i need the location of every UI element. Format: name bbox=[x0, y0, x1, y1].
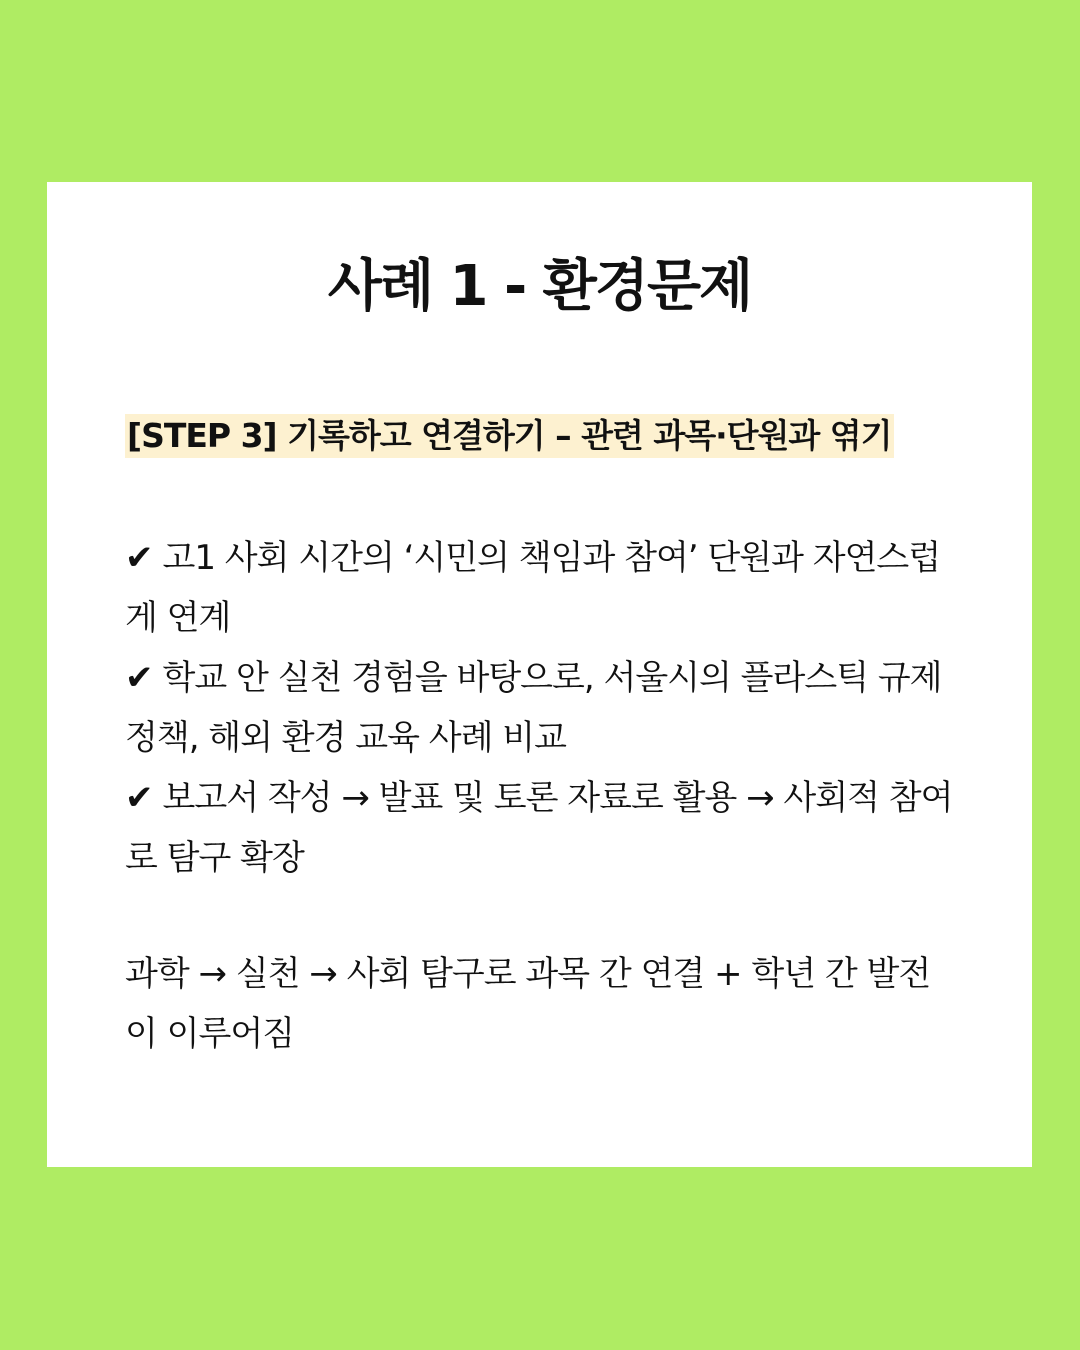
list-item bbox=[125, 648, 960, 768]
bullet-text: 고1 사회 시간의 ‘시민의 책임과 참여’ 단원과 자연스럽게 연계 bbox=[125, 538, 941, 638]
list-item bbox=[125, 528, 960, 648]
page-title: 사례 1 - 환경문제 bbox=[327, 254, 752, 319]
check-icon: ✔ bbox=[125, 538, 153, 578]
content-card bbox=[47, 182, 1032, 1167]
bullet-text: 보고서 작성 → 발표 및 토론 자료로 활용 → 사회적 참여로 탐구 확장 bbox=[125, 778, 953, 878]
check-icon: ✔ bbox=[125, 658, 153, 698]
check-icon: ✔ bbox=[125, 778, 153, 818]
summary-text: 과학 → 실천 → 사회 탐구로 과목 간 연결 + 학년 간 발전이 이루어짐 bbox=[125, 954, 931, 1054]
list-item bbox=[125, 768, 960, 888]
bullet-text: 학교 안 실천 경험을 바탕으로, 서울시의 플라스틱 규제 정책, 해외 환경 교육 사례 비교 bbox=[125, 658, 942, 758]
bullet-list bbox=[125, 528, 960, 888]
step-heading-highlight: [STEP 3] 기록하고 연결하기 – 관련 과목·단원과 엮기 bbox=[125, 414, 894, 458]
